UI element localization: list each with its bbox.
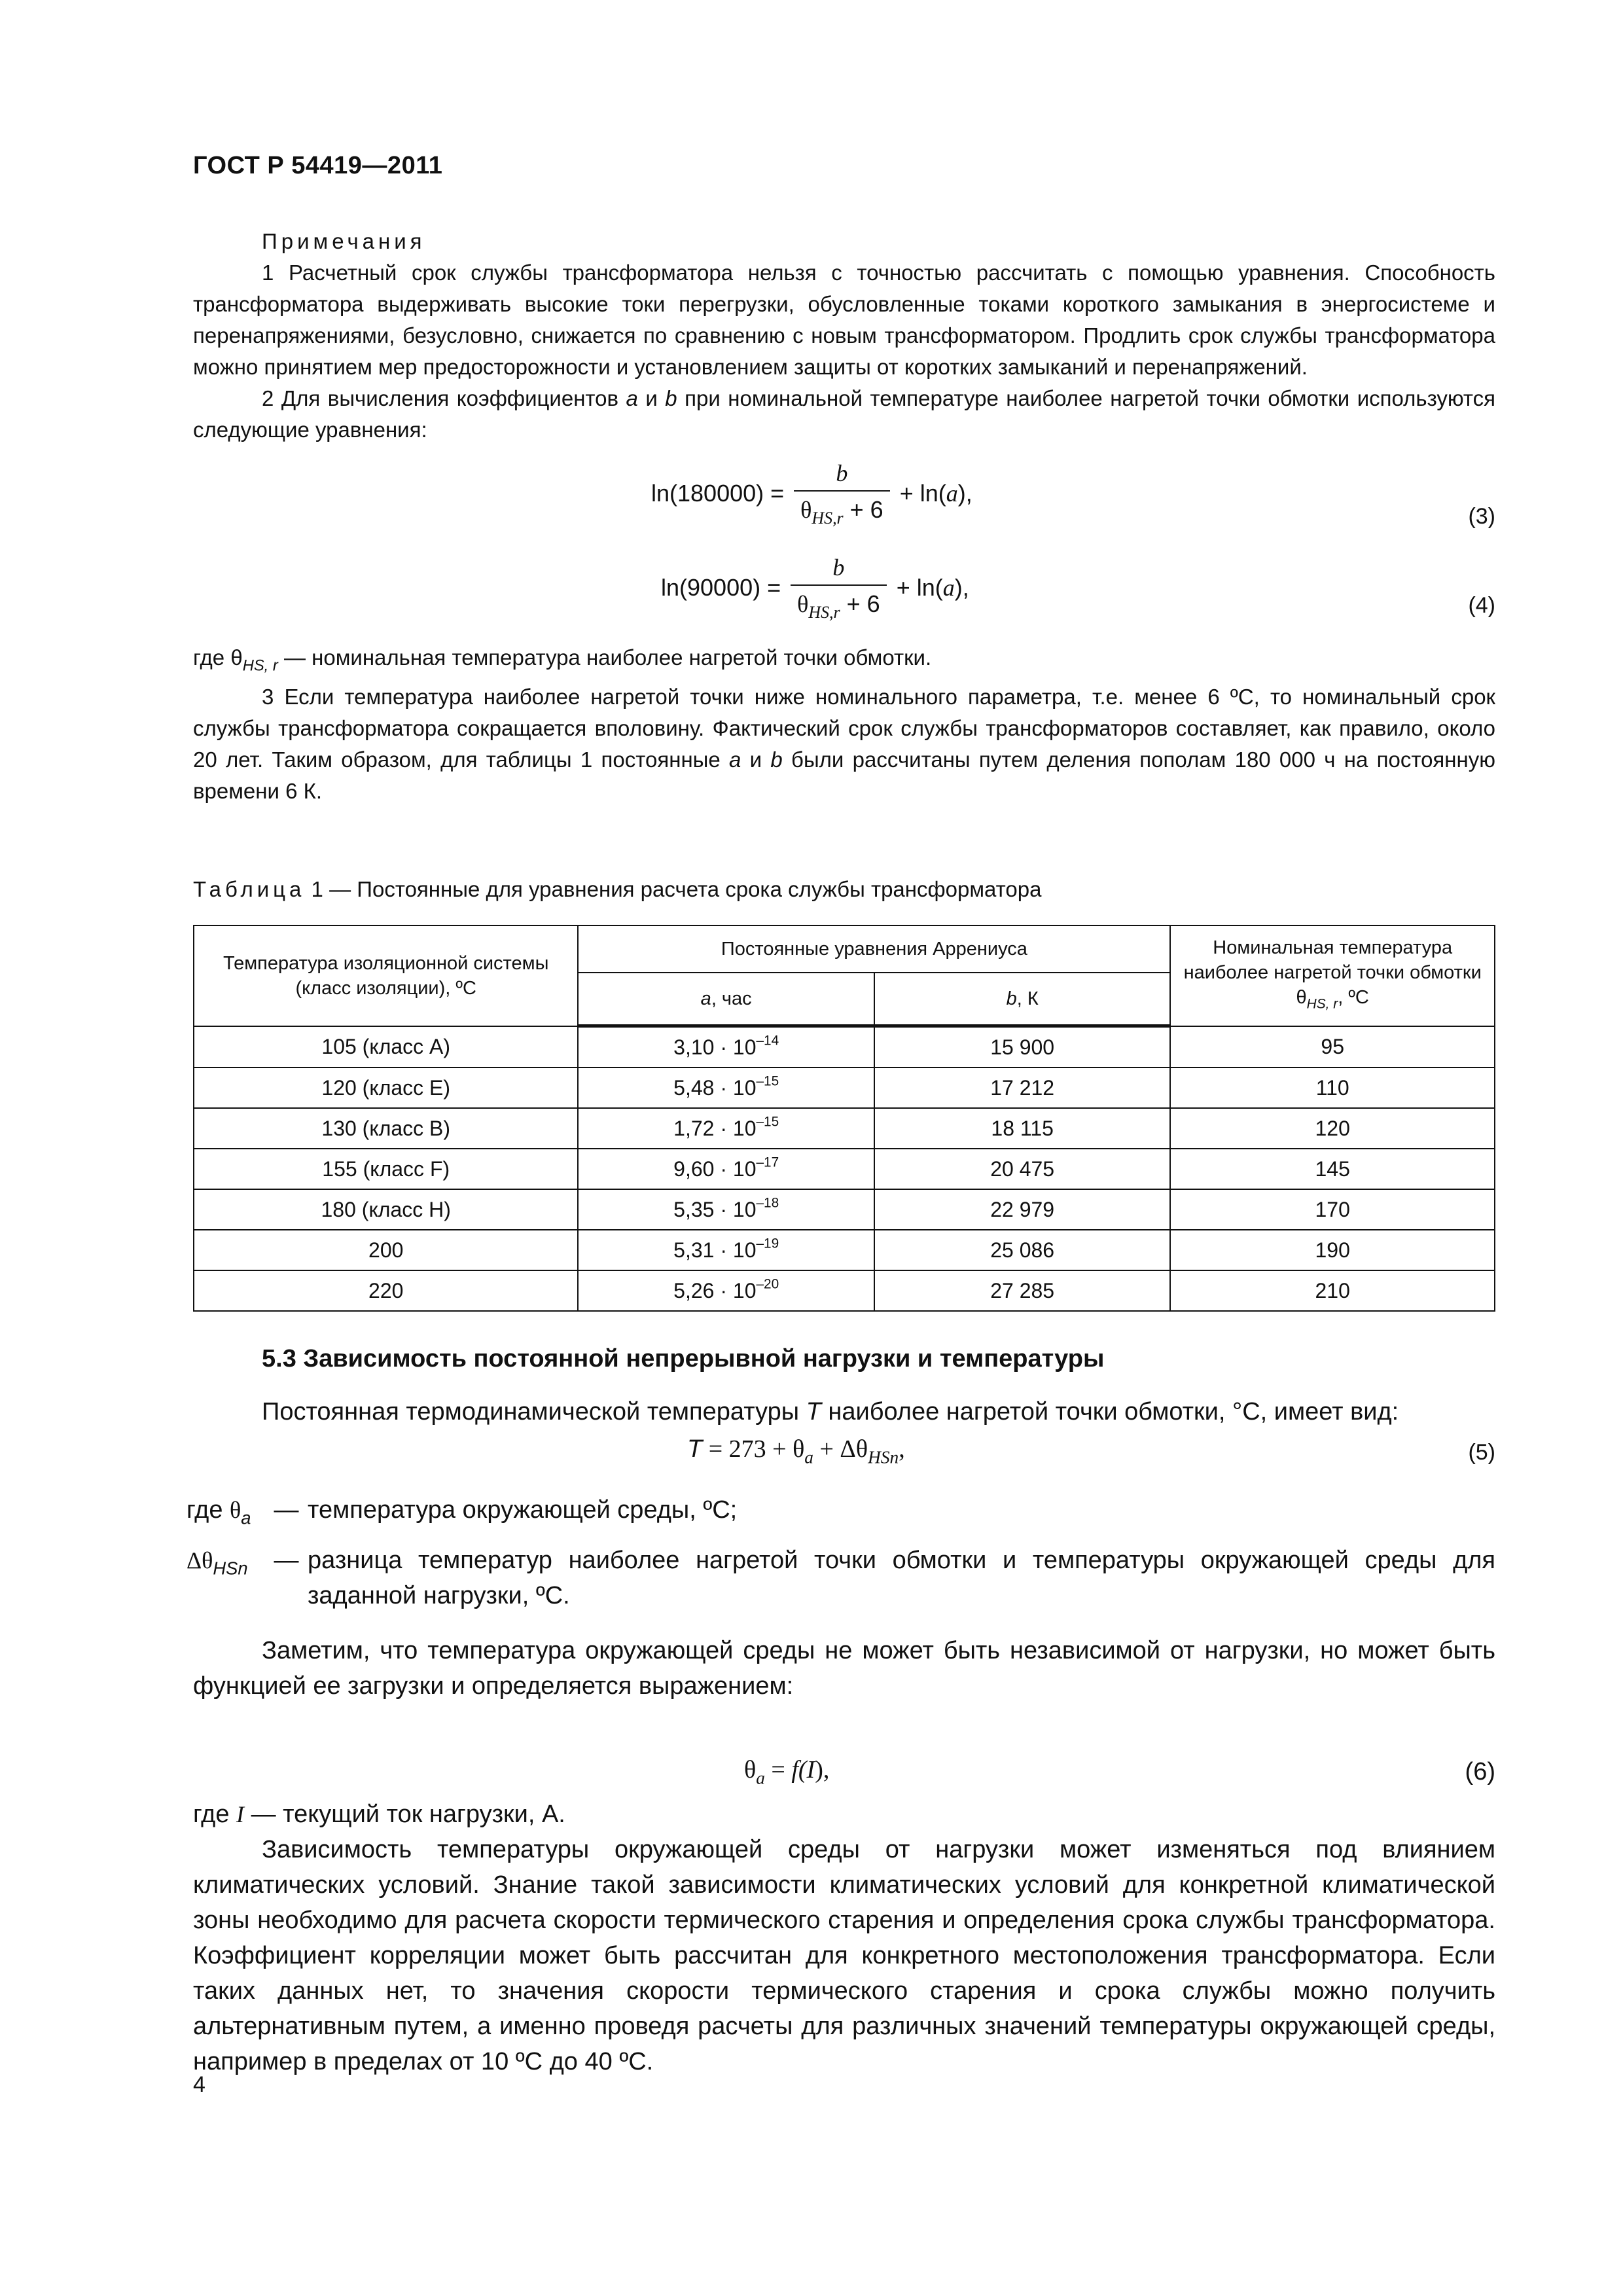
- cell-insulation-class: 130 (класс В): [194, 1108, 578, 1149]
- cell-constant-a: $5,31 \cdot 10^{-19}$: [578, 1230, 874, 1270]
- table-body: [194, 1026, 1495, 1312]
- header-arrhenius-group: Постоянные уравнения Аррениуса: [578, 925, 1170, 973]
- note-2: 2 Для вычисления коэффициентов a и b при номинальной температуре наиболее нагретой точки обмотки используются следующие уравнения:: [193, 386, 1495, 442]
- note-1: 1 Расчетный срок службы трансформатора нельзя с точностью рассчитать с помощью уравнения. Способность трансформатора выдерживать высокие токи перегрузки, обусловленные токами короткого замыкания в энергосистеме и перенапряжениями, безусловно, снижается по сравнению с новым трансформатором. Продлить срок службы трансформатора можно принятием мер предосторожности и установлением защиты от коротких замыканий и перенапряжений.: [193, 260, 1495, 379]
- cell-constant-a: $9,60 \cdot 10^{-17}$: [578, 1149, 874, 1189]
- section-paragraph-2-wrap: [193, 1633, 1495, 1704]
- cell-constant-b: 17 212: [874, 1067, 1170, 1108]
- table-row: [194, 1230, 1495, 1270]
- cell-constant-a: $1,72 \cdot 10^{-15}$: [578, 1108, 874, 1149]
- section-tail: [193, 1797, 1495, 2079]
- definitions-list: [187, 1492, 1495, 1613]
- notes-title: Примечания: [262, 229, 426, 253]
- cell-constant-a: $5,35 \cdot 10^{-18}$: [578, 1189, 874, 1230]
- table-row: [194, 1108, 1495, 1149]
- equation-5-number: (5): [1468, 1440, 1495, 1465]
- cell-constant-b: 20 475: [874, 1149, 1170, 1189]
- cell-insulation-class: 220: [194, 1270, 578, 1311]
- cell-constant-b: 18 115: [874, 1108, 1170, 1149]
- header-b-kelvin: b, К: [874, 973, 1170, 1026]
- equation-5: $T = 273 + \theta_a + \Delta\theta_{HSn}$,: [687, 1435, 905, 1467]
- notes-block: [193, 226, 1495, 807]
- definition-theta-a: где $\theta_a$ — температура окружающей среды, ºС;: [187, 1496, 738, 1528]
- header-insulation-class: Температура изоляционной системы (класс изоляции), ºС: [194, 925, 578, 1026]
- equation-4-number: (4): [1468, 593, 1495, 618]
- equation-3-number: (3): [1468, 504, 1495, 529]
- section-intro: [193, 1394, 1495, 1429]
- definition-delta-theta-hsn: $\Delta\theta_{HSn}$ — разница температур наиболее нагретой точки обмотки и температуры окружающей среды для заданной нагрузки, ºС.: [187, 1546, 1495, 1609]
- section-paragraph-1: Постоянная термодинамической температуры T наиболее нагретой точки обмотки, °С, имеет вид:: [262, 1398, 1399, 1426]
- equation-4: ln(90000) = $\frac{b}{\theta_{HS,r} + 6}$ + ln(a), (4): [193, 544, 1495, 642]
- where-current-definition: где I — текущий ток нагрузки, А.: [193, 1801, 565, 1828]
- cell-rated-temp: 95: [1170, 1026, 1495, 1068]
- cell-constant-a: $5,48 \cdot 10^{-15}$: [578, 1067, 874, 1108]
- header-a-hours: a, час: [578, 973, 874, 1026]
- cell-constant-a: $5,26 \cdot 10^{-20}$: [578, 1270, 874, 1311]
- cell-insulation-class: 120 (класс Е): [194, 1067, 578, 1108]
- arrhenius-constants-table: [193, 925, 1495, 1312]
- cell-rated-temp: 110: [1170, 1067, 1495, 1108]
- cell-rated-temp: 120: [1170, 1108, 1495, 1149]
- cell-insulation-class: 105 (класс А): [194, 1026, 578, 1068]
- cell-constant-a: $3,10 \cdot 10^{-14}$: [578, 1026, 874, 1068]
- cell-insulation-class: 155 (класс F): [194, 1149, 578, 1189]
- table-caption: Таблица 1 — Постоянные для уравнения расчета срока службы трансформатора: [193, 877, 1042, 901]
- cell-rated-temp: 145: [1170, 1149, 1495, 1189]
- cell-constant-b: 27 285: [874, 1270, 1170, 1311]
- section-paragraph-2: Заметим, что температура окружающей среды не может быть независимой от нагрузки, но может быть функцией ее загрузки и определяется выражением:: [193, 1637, 1495, 1700]
- cell-constant-b: 15 900: [874, 1026, 1170, 1068]
- section-heading: 5.3 Зависимость постоянной непрерывной нагрузки и температуры: [262, 1345, 1105, 1372]
- table-row: [194, 1026, 1495, 1068]
- page-number: 4: [193, 2072, 205, 2097]
- equation-6-number: (6): [1465, 1758, 1495, 1785]
- header-rated-hotspot-temp: Номинальная температура наиболее нагретой точки обмотки $\theta_{HS, r}$, ºС: [1170, 925, 1495, 1026]
- table-row: [194, 1067, 1495, 1108]
- where-theta-definition: где $\theta_{HS, r}$ — номинальная температура наиболее нагретой точки обмотки.: [193, 645, 932, 675]
- table-row: [194, 1270, 1495, 1311]
- cell-insulation-class: 200: [194, 1230, 578, 1270]
- cell-rated-temp: 210: [1170, 1270, 1495, 1311]
- cell-insulation-class: 180 (класс Н): [194, 1189, 578, 1230]
- cell-rated-temp: 170: [1170, 1189, 1495, 1230]
- table-row: [194, 1149, 1495, 1189]
- equation-3: ln(180000) = $\frac{b}{\theta_{HS,r} + 6}$ + ln(a), (3): [193, 446, 1495, 544]
- note-3: 3 Если температура наиболее нагретой точки ниже номинального параметра, т.е. менее 6 ºС, то номинальный срок службы трансформатора сокращается вполовину. Фактический срок службы трансформаторов составляет, как правило, около 20 лет. Таким образом, для таблицы 1 постоянные a и b были рассчитаны путем деления пополам 180 000 ч на постоянную времени 6 К.: [193, 685, 1496, 804]
- standard-code-header: ГОСТ Р 54419—2011: [193, 152, 443, 179]
- document-page: [187, 0, 1496, 2296]
- cell-constant-b: 22 979: [874, 1189, 1170, 1230]
- section-paragraph-3: Зависимость температуры окружающей среды от нагрузки может изменяться под влиянием климатических условий. Знание такой зависимости климатических условий для конкретной климатической зоны необходимо для расчета скорости термического старения и определения срока службы трансформатора. Коэффициент корреляции может быть рассчитан для конкретного местоположения трансформатора. Если таких данных нет, то значения скорости термического старения и срока службы можно получить альтернативным путем, а именно проведя расчеты для различных значений температуры окружающей среды, например в пределах от 10 ºС до 40 ºС.: [193, 1836, 1495, 2075]
- cell-rated-temp: 190: [1170, 1230, 1495, 1270]
- equation-6: $\theta_a = f(I)$,: [744, 1756, 830, 1788]
- cell-constant-b: 25 086: [874, 1230, 1170, 1270]
- table-row: [194, 1189, 1495, 1230]
